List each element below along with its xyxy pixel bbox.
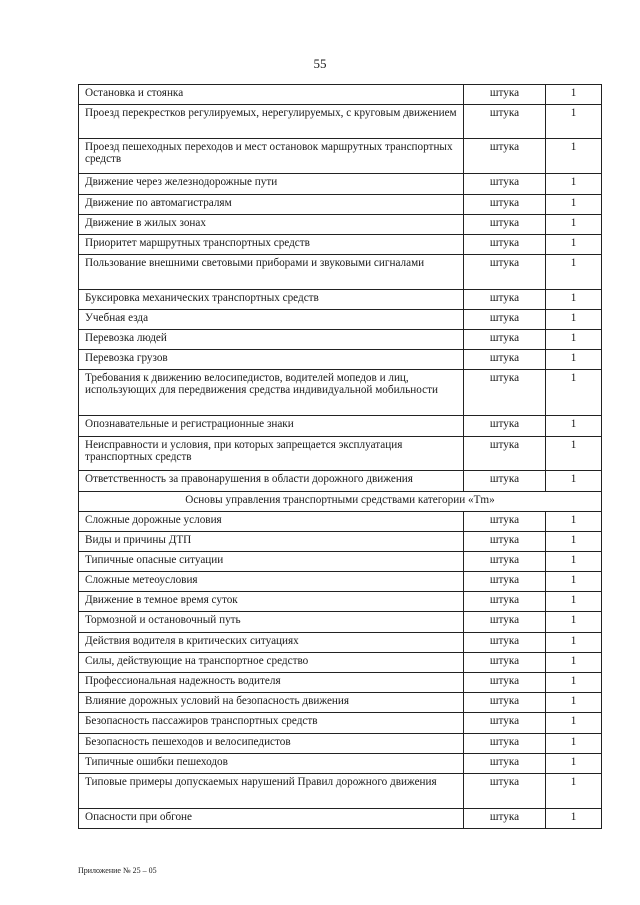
item-unit: штука: [464, 809, 546, 829]
item-name: Типичные опасные ситуации: [79, 552, 464, 572]
item-unit: штука: [464, 370, 546, 416]
table-row: [79, 290, 602, 310]
item-unit: штука: [464, 734, 546, 754]
table-row: [79, 552, 602, 572]
item-name: Движение по автомагистралям: [79, 195, 464, 215]
table-row: [79, 532, 602, 552]
item-unit: штука: [464, 471, 546, 492]
item-name: Перевозка грузов: [79, 350, 464, 370]
item-unit: штука: [464, 416, 546, 437]
item-unit: штука: [464, 693, 546, 713]
item-quantity: 1: [546, 215, 602, 235]
item-quantity: 1: [546, 255, 602, 290]
item-name: Движение в жилых зонах: [79, 215, 464, 235]
table-row: [79, 633, 602, 653]
section-title: Основы управления транспортными средствами категории «Tm»: [79, 492, 602, 512]
table-row: [79, 734, 602, 754]
item-name: Опознавательные и регистрационные знаки: [79, 416, 464, 437]
item-unit: штука: [464, 673, 546, 693]
item-name: Требования к движению велосипедистов, водителей мопедов и лиц, использующих для передвижения средства индивидуальной мобильности: [79, 370, 464, 416]
table-row: [79, 774, 602, 809]
item-unit: штука: [464, 612, 546, 633]
item-quantity: 1: [546, 633, 602, 653]
item-name: Перевозка людей: [79, 330, 464, 350]
table-row: [79, 653, 602, 673]
table-row: [79, 754, 602, 774]
item-unit: штука: [464, 105, 546, 139]
item-quantity: 1: [546, 350, 602, 370]
table-row: [79, 215, 602, 235]
item-unit: штука: [464, 512, 546, 532]
item-quantity: 1: [546, 370, 602, 416]
item-quantity: 1: [546, 139, 602, 174]
item-unit: штука: [464, 592, 546, 612]
item-quantity: 1: [546, 437, 602, 471]
item-unit: штука: [464, 437, 546, 471]
page-number: 55: [313, 56, 327, 71]
item-unit: штука: [464, 552, 546, 572]
table-row: [79, 416, 602, 437]
item-quantity: 1: [546, 330, 602, 350]
item-name: Типичные ошибки пешеходов: [79, 754, 464, 774]
item-unit: штука: [464, 235, 546, 255]
table-row: [79, 174, 602, 195]
footer-note: Приложение № 25 – 05: [78, 866, 157, 875]
table-row: [79, 572, 602, 592]
table-row: [79, 592, 602, 612]
table-row: [79, 437, 602, 471]
item-unit: штука: [464, 174, 546, 195]
item-name: Безопасность пешеходов и велосипедистов: [79, 734, 464, 754]
table-row: [79, 612, 602, 633]
item-name: Ответственность за правонарушения в области дорожного движения: [79, 471, 464, 492]
item-name: Виды и причины ДТП: [79, 532, 464, 552]
item-name: Проезд перекрестков регулируемых, нерегулируемых, с круговым движением: [79, 105, 464, 139]
item-quantity: 1: [546, 754, 602, 774]
item-unit: штука: [464, 330, 546, 350]
item-name: Тормозной и остановочный путь: [79, 612, 464, 633]
table-row: [79, 330, 602, 350]
table-row: [79, 235, 602, 255]
item-quantity: 1: [546, 85, 602, 105]
item-name: Движение через железнодорожные пути: [79, 174, 464, 195]
item-unit: штука: [464, 713, 546, 734]
table-row: [79, 809, 602, 829]
item-quantity: 1: [546, 471, 602, 492]
item-quantity: 1: [546, 653, 602, 673]
item-unit: штука: [464, 139, 546, 174]
table-row: [79, 512, 602, 532]
item-quantity: 1: [546, 512, 602, 532]
item-quantity: 1: [546, 734, 602, 754]
item-quantity: 1: [546, 416, 602, 437]
table-row: [79, 139, 602, 174]
item-quantity: 1: [546, 290, 602, 310]
item-unit: штука: [464, 85, 546, 105]
item-name: Проезд пешеходных переходов и мест остановок маршрутных транспортных средств: [79, 139, 464, 174]
item-quantity: 1: [546, 310, 602, 330]
item-name: Типовые примеры допускаемых нарушений Правил дорожного движения: [79, 774, 464, 809]
item-name: Опасности при обгоне: [79, 809, 464, 829]
item-quantity: 1: [546, 552, 602, 572]
table-row: [79, 310, 602, 330]
item-quantity: 1: [546, 195, 602, 215]
item-name: Буксировка механических транспортных средств: [79, 290, 464, 310]
item-unit: штука: [464, 754, 546, 774]
item-name: Безопасность пассажиров транспортных средств: [79, 713, 464, 734]
item-quantity: 1: [546, 105, 602, 139]
table-body: [79, 85, 602, 829]
item-quantity: 1: [546, 612, 602, 633]
item-name: Приоритет маршрутных транспортных средств: [79, 235, 464, 255]
item-name: Сложные дорожные условия: [79, 512, 464, 532]
item-name: Влияние дорожных условий на безопасность движения: [79, 693, 464, 713]
table-row: [79, 693, 602, 713]
item-unit: штука: [464, 195, 546, 215]
item-name: Остановка и стоянка: [79, 85, 464, 105]
item-unit: штука: [464, 290, 546, 310]
item-quantity: 1: [546, 174, 602, 195]
item-quantity: 1: [546, 673, 602, 693]
item-unit: штука: [464, 310, 546, 330]
item-unit: штука: [464, 350, 546, 370]
table-row: [79, 350, 602, 370]
table-row: [79, 471, 602, 492]
section-row: [79, 492, 602, 512]
item-unit: штука: [464, 774, 546, 809]
item-name: Неисправности и условия, при которых запрещается эксплуатация транспортных средств: [79, 437, 464, 471]
table-row: [79, 713, 602, 734]
table-row: [79, 85, 602, 105]
item-quantity: 1: [546, 572, 602, 592]
item-name: Сложные метеоусловия: [79, 572, 464, 592]
item-name: Действия водителя в критических ситуациях: [79, 633, 464, 653]
item-quantity: 1: [546, 693, 602, 713]
item-name: Движение в темное время суток: [79, 592, 464, 612]
item-quantity: 1: [546, 713, 602, 734]
item-unit: штука: [464, 653, 546, 673]
item-quantity: 1: [546, 774, 602, 809]
table-row: [79, 255, 602, 290]
item-quantity: 1: [546, 809, 602, 829]
item-name: Силы, действующие на транспортное средство: [79, 653, 464, 673]
equipment-table: [78, 84, 602, 829]
table-row: [79, 195, 602, 215]
item-unit: штука: [464, 572, 546, 592]
item-quantity: 1: [546, 532, 602, 552]
item-name: Профессиональная надежность водителя: [79, 673, 464, 693]
item-quantity: 1: [546, 235, 602, 255]
item-unit: штука: [464, 532, 546, 552]
table-row: [79, 105, 602, 139]
item-unit: штука: [464, 255, 546, 290]
item-name: Пользование внешними световыми приборами и звуковыми сигналами: [79, 255, 464, 290]
item-unit: штука: [464, 215, 546, 235]
item-quantity: 1: [546, 592, 602, 612]
table-row: [79, 673, 602, 693]
table-row: [79, 370, 602, 416]
item-name: Учебная езда: [79, 310, 464, 330]
item-unit: штука: [464, 633, 546, 653]
